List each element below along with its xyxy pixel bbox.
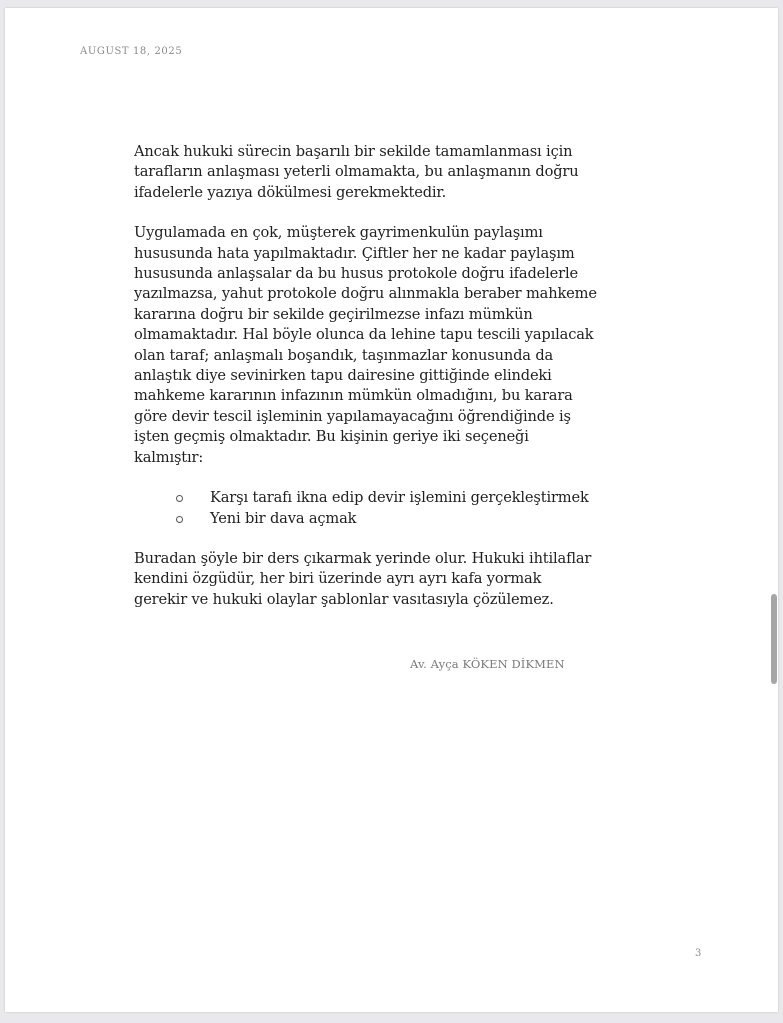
closing-paragraph (134, 549, 634, 610)
text-line: göre devir tescil işleminin yapılamayacağını öğrendiğinde iş (134, 407, 571, 425)
bullet-list (134, 488, 634, 529)
text-line: kalmıştır: (134, 448, 204, 466)
text-line: ifadelerle yazıya dökülmesi gerekmektedir. (134, 183, 447, 201)
text-line: Ancak hukuki sürecin başarılı bir sekilde tamamlanması için (134, 143, 573, 160)
text-line: hususunda hata yapılmaktadır. Çiftler her ne kadar paylaşım (134, 244, 575, 262)
text-line: Uygulamada en çok, müşterek gayrimenkulün paylaşımı (134, 224, 543, 242)
hollow-circle-bullet-icon (176, 495, 183, 502)
text-line: gerekir ve hukuki olaylar şablonlar vasıtasıyla çözülemez. (134, 590, 554, 608)
paragraph-1 (134, 142, 634, 203)
text-line: yazılmazsa, yahut protokole doğru alınmakla beraber mahkeme (134, 285, 597, 303)
page-number: 3 (695, 948, 702, 959)
text-line: mahkeme kararının infazının mümkün olmadığını, bu karara (134, 387, 573, 405)
list-item-text: Yeni bir dava açmak (210, 509, 357, 527)
text-line: hususunda anlaşsalar da bu husus protokole doğru ifadelerle (134, 265, 578, 283)
list-item-text: Karşı tarafı ikna edip devir işlemini gerçekleştirmek (210, 489, 589, 507)
author-signature: Av. Ayça KÖKEN DİKMEN (410, 657, 565, 671)
vertical-scrollbar-thumb[interactable] (771, 594, 777, 684)
list-item (134, 488, 634, 508)
hollow-circle-bullet-icon (176, 516, 183, 523)
header-date: AUGUST 18, 2025 (80, 46, 183, 57)
text-line: kendini özgüdür, her biri üzerinde ayrı ayrı kafa yormak (134, 570, 542, 588)
list-item (134, 509, 634, 529)
document-body (134, 142, 634, 630)
text-line: Buradan şöyle bir ders çıkarmak yerinde olur. Hukuki ihtilaflar (134, 549, 592, 567)
text-line: tarafların anlaşması yeterli olmamakta, bu anlaşmanın doğru (134, 163, 579, 181)
text-line: anlaştık diye sevinirken tapu dairesine gittiğinde elindeki (134, 367, 552, 385)
text-line: kararına doğru bir sekilde geçirilmezse infazı mümkün (134, 305, 533, 323)
document-page (5, 8, 778, 1012)
text-line: olan taraf; anlaşmalı boşandık, taşınmazlar konusunda da (134, 346, 554, 364)
text-line: işten geçmiş olmaktadır. Bu kişinin geriye iki seçeneği (134, 428, 529, 446)
text-line: olmamaktadır. Hal böyle olunca da lehine tapu tescili yapılacak (134, 326, 594, 344)
paragraph-2 (134, 223, 634, 468)
